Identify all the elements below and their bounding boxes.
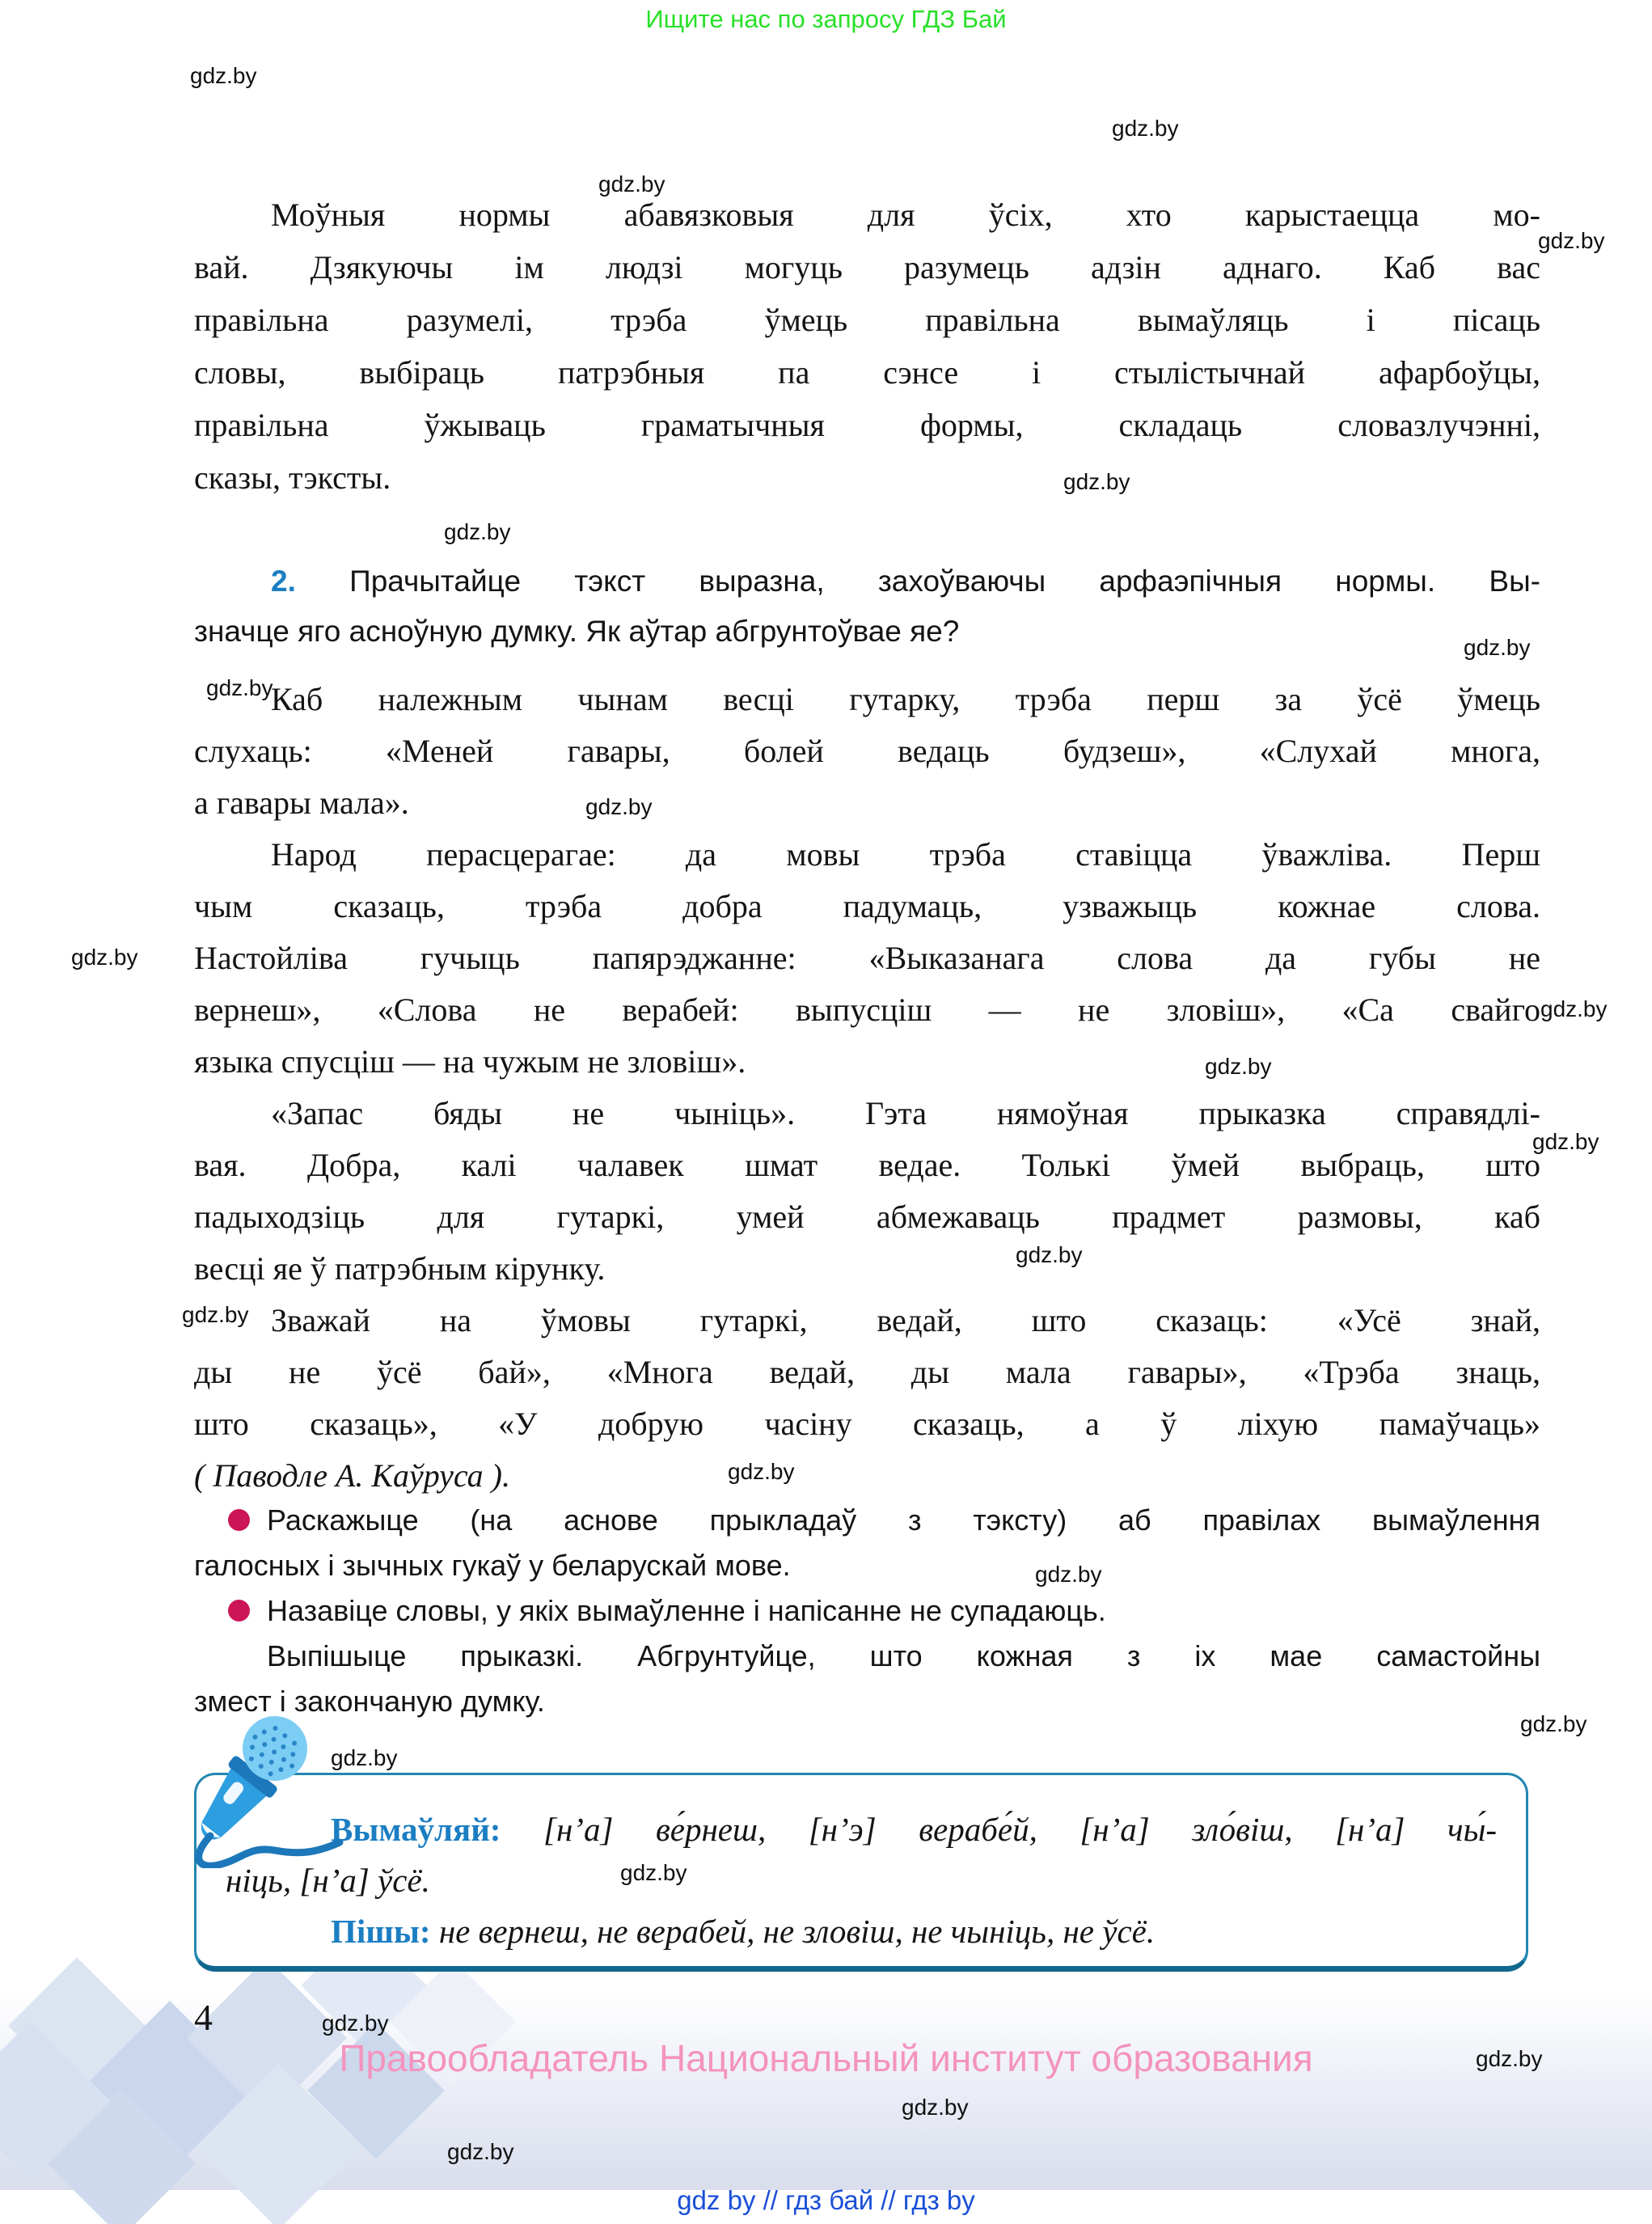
passage-line: слухаць: «Меней гавары, болей ведаць будзеш», «Слухай многа, <box>194 733 1540 769</box>
passage-line: Народ перасцерагае: да мовы трэба ставіцца ўважліва. Перш <box>271 836 1540 873</box>
watermark: gdz.by <box>1063 469 1130 494</box>
watermark: gdz.by <box>1035 1562 1102 1587</box>
bullet-item-wrap: галосных і зычных гукаў у беларускай мове. <box>194 1549 791 1582</box>
pronounce-label: Вымаўляй: <box>331 1811 501 1848</box>
exercise-line <box>194 556 1540 607</box>
watermark: gdz.by <box>1476 2046 1543 2071</box>
followup-line: змест і закончаную думку. <box>194 1685 545 1718</box>
bullet-icon <box>228 1509 250 1531</box>
passage-line: весці яе ў патрэбным кірунку. <box>194 1250 606 1287</box>
reading-passage <box>194 674 1540 1502</box>
write-line <box>226 1906 1497 1957</box>
exercise-2 <box>194 556 1540 657</box>
watermark: gdz.by <box>447 2139 514 2164</box>
followup-line: Выпішыце прыказкі. Абгрунтуйце, што кожная з іх мае самастойны <box>267 1639 1540 1672</box>
passage-line: што сказаць», «У добрую часіну сказаць, а ў ліхую памаўчаць» <box>194 1406 1540 1442</box>
write-text: не вернеш, не верабей, не зловіш, не чыніць, не ўсё. <box>438 1913 1156 1950</box>
watermark: gdz.by <box>322 2010 389 2036</box>
watermark: gdz.by <box>71 945 138 970</box>
intro-line: правільна разумелі, трэба ўмець правільна вымаўляць і пісаць <box>194 302 1540 338</box>
pronounce-line: ніць, [н’а] ўсё. <box>226 1862 430 1899</box>
watermark: gdz.by <box>1205 1054 1272 1079</box>
passage-line: «Запас бяды не чыніць». Гэта нямоўная прыказка справядлі- <box>271 1095 1540 1131</box>
promo-banner: Ищите нас по запросу ГДЗ Бай <box>645 5 1007 33</box>
watermark: gdz.by <box>444 519 511 544</box>
write-label: Пішы: <box>331 1913 431 1950</box>
watermark: gdz.by <box>182 1302 249 1327</box>
watermark: gdz.by <box>598 171 665 197</box>
passage-line: Каб належным чынам весці гутарку, трэба перш за ўсё ўмець <box>271 681 1540 717</box>
watermark: gdz.by <box>206 675 273 700</box>
passage-line: падыходзіць для гутаркі, умей абмежаваць прадмет размовы, каб <box>194 1199 1540 1235</box>
watermark: gdz.by <box>1016 1242 1083 1267</box>
intro-paragraph <box>194 188 1540 504</box>
watermark: gdz.by <box>1538 228 1605 253</box>
watermark: gdz.by <box>1112 116 1179 141</box>
passage-source: ( Паводле А. Каўруса ). <box>194 1457 510 1494</box>
watermark: gdz.by <box>190 63 257 88</box>
watermark: gdz.by <box>331 1745 398 1770</box>
bullet-text: Назавіце словы, у якіх вымаўленне і напісанне не супадаюць. <box>267 1594 1106 1627</box>
passage-line: а гавары мала». <box>194 784 409 821</box>
bullet-item <box>194 1588 1540 1634</box>
page-number: 4 <box>194 1997 213 2038</box>
watermark: gdz.by <box>620 1860 687 1885</box>
pronunciation-callout <box>194 1773 1528 1972</box>
exercise-number: 2. <box>271 564 296 598</box>
footer-links[interactable]: gdz by // гдз бай // гдз by <box>677 2185 975 2215</box>
intro-line: словы, выбіраць патрэбныя па сэнсе і стылістычнай афарбоўцы, <box>194 354 1540 391</box>
exercise-text: Прачытайце тэкст выразна, захоўваючы арфаэпічныя нормы. Вы- <box>349 564 1540 598</box>
bullet-item <box>194 1498 1540 1543</box>
exercise-line: значце яго асноўную думку. Як аўтар абгрунтоўвае яе? <box>194 615 960 648</box>
passage-line: вая. Добра, калі чалавек шмат ведае. Толькі ўмей выбраць, што <box>194 1147 1540 1183</box>
passage-line: Зважай на ўмовы гутаркі, ведай, што сказаць: «Усё знай, <box>271 1302 1540 1338</box>
intro-line: Моўныя нормы абавязковыя для ўсіх, хто карыстаецца мо- <box>271 197 1540 233</box>
intro-line: сказы, тэксты. <box>194 459 391 496</box>
intro-line: вай. Дзякуючы ім людзі могуць разумець адзін аднаго. Каб вас <box>194 249 1540 285</box>
bullet-text: Раскажыце (на аснове прыкладаў з тэксту) аб правілах вымаўлення <box>267 1503 1540 1537</box>
bullet-tasks <box>194 1498 1540 1724</box>
pronounce-text: [н’а] ве́рнеш, [н’э] верабе́й, [н’а] зло́віш, [н’а] чы́- <box>543 1811 1498 1848</box>
watermark: gdz.by <box>902 2095 969 2120</box>
watermark: gdz.by <box>1464 635 1531 660</box>
watermark: gdz.by <box>1520 1711 1587 1736</box>
passage-line: языка спусціш — на чужым не зловіш». <box>194 1043 746 1080</box>
intro-line: правільна ўжываць граматычныя формы, складаць словазлучэнні, <box>194 407 1540 443</box>
microphone-icon <box>180 1715 361 1868</box>
copyright-line: Правообладатель Национальный институт образования <box>339 2037 1313 2079</box>
passage-line: ды не ўсё бай», «Многа ведай, ды мала гавары», «Трэба знаць, <box>194 1354 1540 1390</box>
watermark: gdz.by <box>1540 996 1608 1021</box>
pronounce-line <box>226 1804 1497 1855</box>
watermark: gdz.by <box>585 794 653 819</box>
watermark: gdz.by <box>1532 1129 1599 1154</box>
passage-line: вернеш», «Слова не верабей: выпусціш — не зловіш», «Са свайго <box>194 991 1540 1028</box>
watermark: gdz.by <box>728 1459 795 1484</box>
passage-line: чым сказаць, трэба добра падумаць, узважыць кожнае слова. <box>194 888 1540 924</box>
passage-line: Настойліва гучыць папярэджанне: «Выказанага слова да губы не <box>194 940 1540 976</box>
bullet-icon <box>228 1600 250 1621</box>
